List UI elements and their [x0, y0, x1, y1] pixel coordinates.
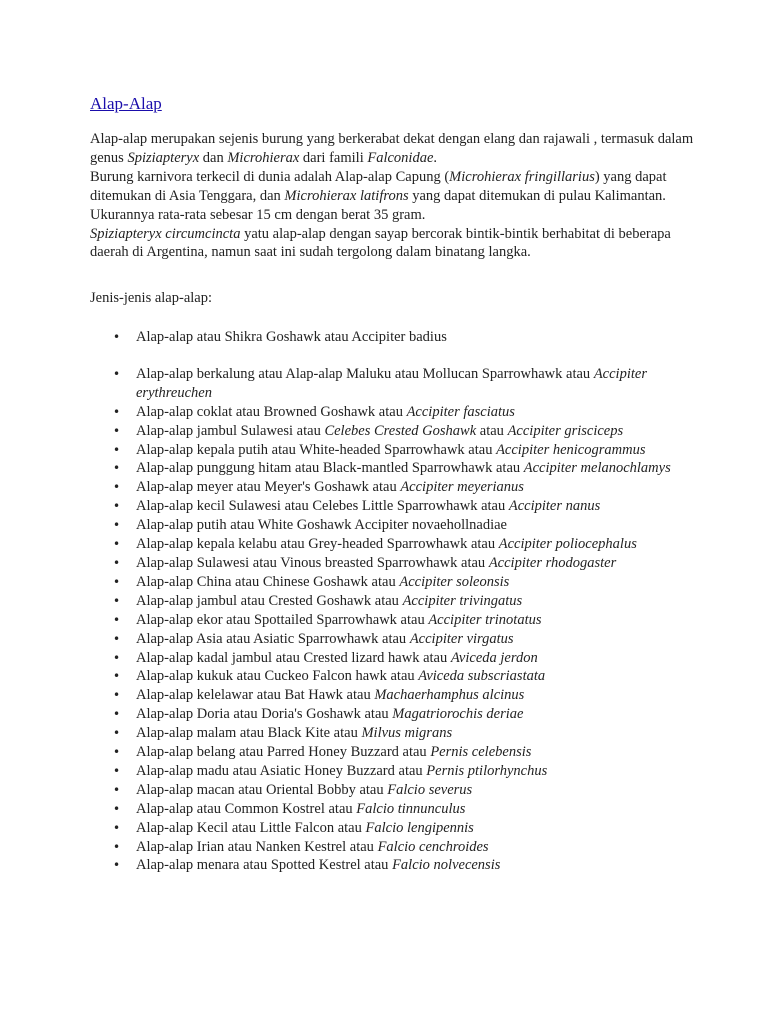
list-item — [0, 328, 676, 347]
species-name: Microhierax fringillarius — [449, 168, 595, 185]
genus-name: Spiziapteryx — [127, 149, 200, 166]
list-item — [0, 554, 676, 573]
item-text: Alap-alap atau Common Kostrel atau — [136, 800, 357, 817]
list-item — [0, 422, 676, 441]
item-text: Alap-alap Sulawesi atau Vinous breasted Sparrowhawk atau — [136, 554, 489, 571]
text-span: Alap-alap merupakan sejenis burung yang berkerabat dekat dengan elang dan rajawali , termasuk dalam genus — [90, 131, 694, 166]
text-span: dan — [199, 149, 228, 166]
item-text: Alap-alap kelelawar atau Bat Hawk atau — [136, 687, 375, 704]
list-item — [0, 478, 676, 497]
item-text: Alap-alap putih atau White Goshawk Accipiter novaehollnadiae — [136, 517, 507, 534]
english-name: Celebes Crested Goshawk — [324, 422, 477, 439]
scientific-name: Falcio severus — [387, 781, 473, 798]
item-text: Alap-alap Irian atau Nanken Kestrel atau — [136, 838, 378, 855]
page-title-link[interactable]: Alap-Alap — [90, 94, 162, 113]
scientific-name: Pernis ptilorhynchus — [426, 762, 548, 779]
list-item — [0, 497, 676, 516]
scientific-name: Accipiter rhodogaster — [488, 554, 617, 571]
list-item — [0, 365, 676, 403]
list-item — [0, 686, 676, 705]
item-text: Alap-alap punggung hitam atau Black-mantled Sparrowhawk atau — [136, 460, 524, 477]
text-span: dari famili — [299, 149, 368, 166]
scientific-name: Falcio nolvecensis — [392, 857, 501, 874]
item-text: Alap-alap kepala putih atau White-headed Sparrowhawk atau — [136, 441, 497, 458]
list-item — [0, 743, 676, 762]
item-text: Alap-alap menara atau Spotted Kestrel atau — [136, 857, 393, 874]
intro-paragraph-1 — [90, 130, 710, 168]
scientific-name: Accipiter henicogrammus — [496, 441, 646, 458]
list-item — [0, 800, 676, 819]
item-text: atau — [476, 422, 508, 439]
list-item — [0, 781, 676, 800]
scientific-name: Accipiter erythreuchen — [136, 365, 647, 401]
scientific-name: Accipiter melanochlamys — [523, 460, 671, 477]
list-item — [0, 403, 676, 422]
scientific-name: Accipiter trinotatus — [428, 611, 542, 628]
item-text: Alap-alap coklat atau Browned Goshawk atau — [136, 403, 407, 420]
list-item — [0, 535, 676, 554]
text-span: ) yang dapat ditemukan di Asia Tenggara, dan — [90, 168, 667, 204]
scientific-name: Accipiter soleonsis — [399, 573, 510, 590]
list-item — [0, 573, 676, 592]
item-text: Alap-alap berkalung atau Alap-alap Maluku atau Mollucan Sparrowhawk atau — [136, 365, 594, 382]
species-name: Microhierax latifrons — [284, 187, 409, 204]
family-name: Falconidae — [367, 149, 434, 166]
list-item — [0, 611, 676, 630]
item-text: Alap-alap macan atau Oriental Bobby atau — [136, 781, 388, 798]
list-item — [0, 649, 676, 668]
species-list — [0, 328, 768, 875]
item-text: Alap-alap Kecil atau Little Falcon atau — [136, 819, 366, 836]
scientific-name: Accipiter meyerianus — [400, 479, 524, 496]
scientific-name: Machaerhamphus alcinus — [374, 687, 525, 704]
list-item — [0, 667, 676, 686]
list-item — [0, 441, 676, 460]
scientific-name: Magatriorochis deriae — [392, 706, 524, 723]
text-span: yang dapat ditemukan di pulau Kalimantan. Ukurannya rata-rata sebesar 15 cm dengan berat 35 gram. — [90, 187, 666, 223]
intro-paragraph-2 — [90, 168, 710, 225]
list-item — [0, 630, 676, 649]
scientific-name: Falcio lengipennis — [365, 819, 474, 836]
scientific-name: Accipiter fasciatus — [406, 403, 515, 420]
item-text: Alap-alap China atau Chinese Goshawk atau — [136, 573, 400, 590]
scientific-name: Accipiter poliocephalus — [498, 536, 637, 553]
list-item — [0, 592, 676, 611]
item-text: Alap-alap malam atau Black Kite atau — [136, 725, 362, 742]
text-span: Burung karnivora terkecil di dunia adalah Alap-alap Capung ( — [90, 168, 450, 185]
list-item — [0, 819, 676, 838]
scientific-name: Pernis celebensis — [430, 744, 532, 761]
item-text: Alap-alap belang atau Parred Honey Buzzard atau — [136, 744, 431, 761]
scientific-name: Accipiter virgatus — [409, 630, 514, 647]
item-text: Alap-alap kecil Sulawesi atau Celebes Little Sparrowhawk atau — [136, 498, 509, 515]
item-text: Alap-alap kadal jambul atau Crested lizard hawk atau — [136, 649, 451, 666]
list-item — [0, 762, 676, 781]
text-span: yatu alap-alap dengan sayap bercorak bintik-bintik berhabitat di beberapa daerah di Argentina, namun saat ini sudah tergolong dalam binatang langka. — [90, 225, 671, 261]
list-item — [0, 838, 676, 857]
item-text: Alap-alap kukuk atau Cuckeo Falcon hawk atau — [136, 668, 419, 685]
list-item — [0, 459, 676, 478]
item-text: Alap-alap meyer atau Meyer's Goshawk atau — [136, 479, 401, 496]
scientific-name: Aviceda subscriastata — [418, 668, 546, 685]
list-item — [0, 516, 676, 535]
item-text: Alap-alap ekor atau Spottailed Sparrowhawk atau — [136, 611, 429, 628]
scientific-name: Aviceda jerdon — [450, 649, 538, 666]
scientific-name: Milvus migrans — [361, 725, 453, 742]
list-item — [0, 724, 676, 743]
scientific-name: Accipiter trivingatus — [402, 592, 523, 609]
item-text: Alap-alap Doria atau Doria's Goshawk atau — [136, 706, 393, 723]
scientific-name: Falcio tinnunculus — [356, 800, 466, 817]
item-text: Alap-alap kepala kelabu atau Grey-headed Sparrowhawk atau — [136, 536, 499, 553]
item-text: Alap-alap madu atau Asiatic Honey Buzzard atau — [136, 762, 427, 779]
species-name: Spiziapteryx circumcincta — [90, 225, 241, 242]
intro-paragraph-3 — [90, 225, 710, 263]
scientific-name: Accipiter nanus — [508, 498, 601, 515]
genus-name: Microhierax — [227, 149, 300, 166]
item-text: Alap-alap atau Shikra Goshawk atau Accipiter badius — [136, 329, 447, 345]
intro-text — [90, 130, 710, 262]
item-text: Alap-alap jambul atau Crested Goshawk atau — [136, 592, 403, 609]
item-text: Alap-alap Asia atau Asiatic Sparrowhawk atau — [136, 630, 410, 647]
item-text: Alap-alap jambul Sulawesi atau — [136, 422, 325, 439]
scientific-name: Falcio cenchroides — [377, 838, 489, 855]
list-item — [0, 705, 676, 724]
scientific-name: Accipiter grisciceps — [507, 422, 624, 439]
list-heading: Jenis-jenis alap-alap: — [90, 290, 212, 306]
list-item — [0, 856, 676, 875]
text-span: . — [433, 149, 438, 166]
